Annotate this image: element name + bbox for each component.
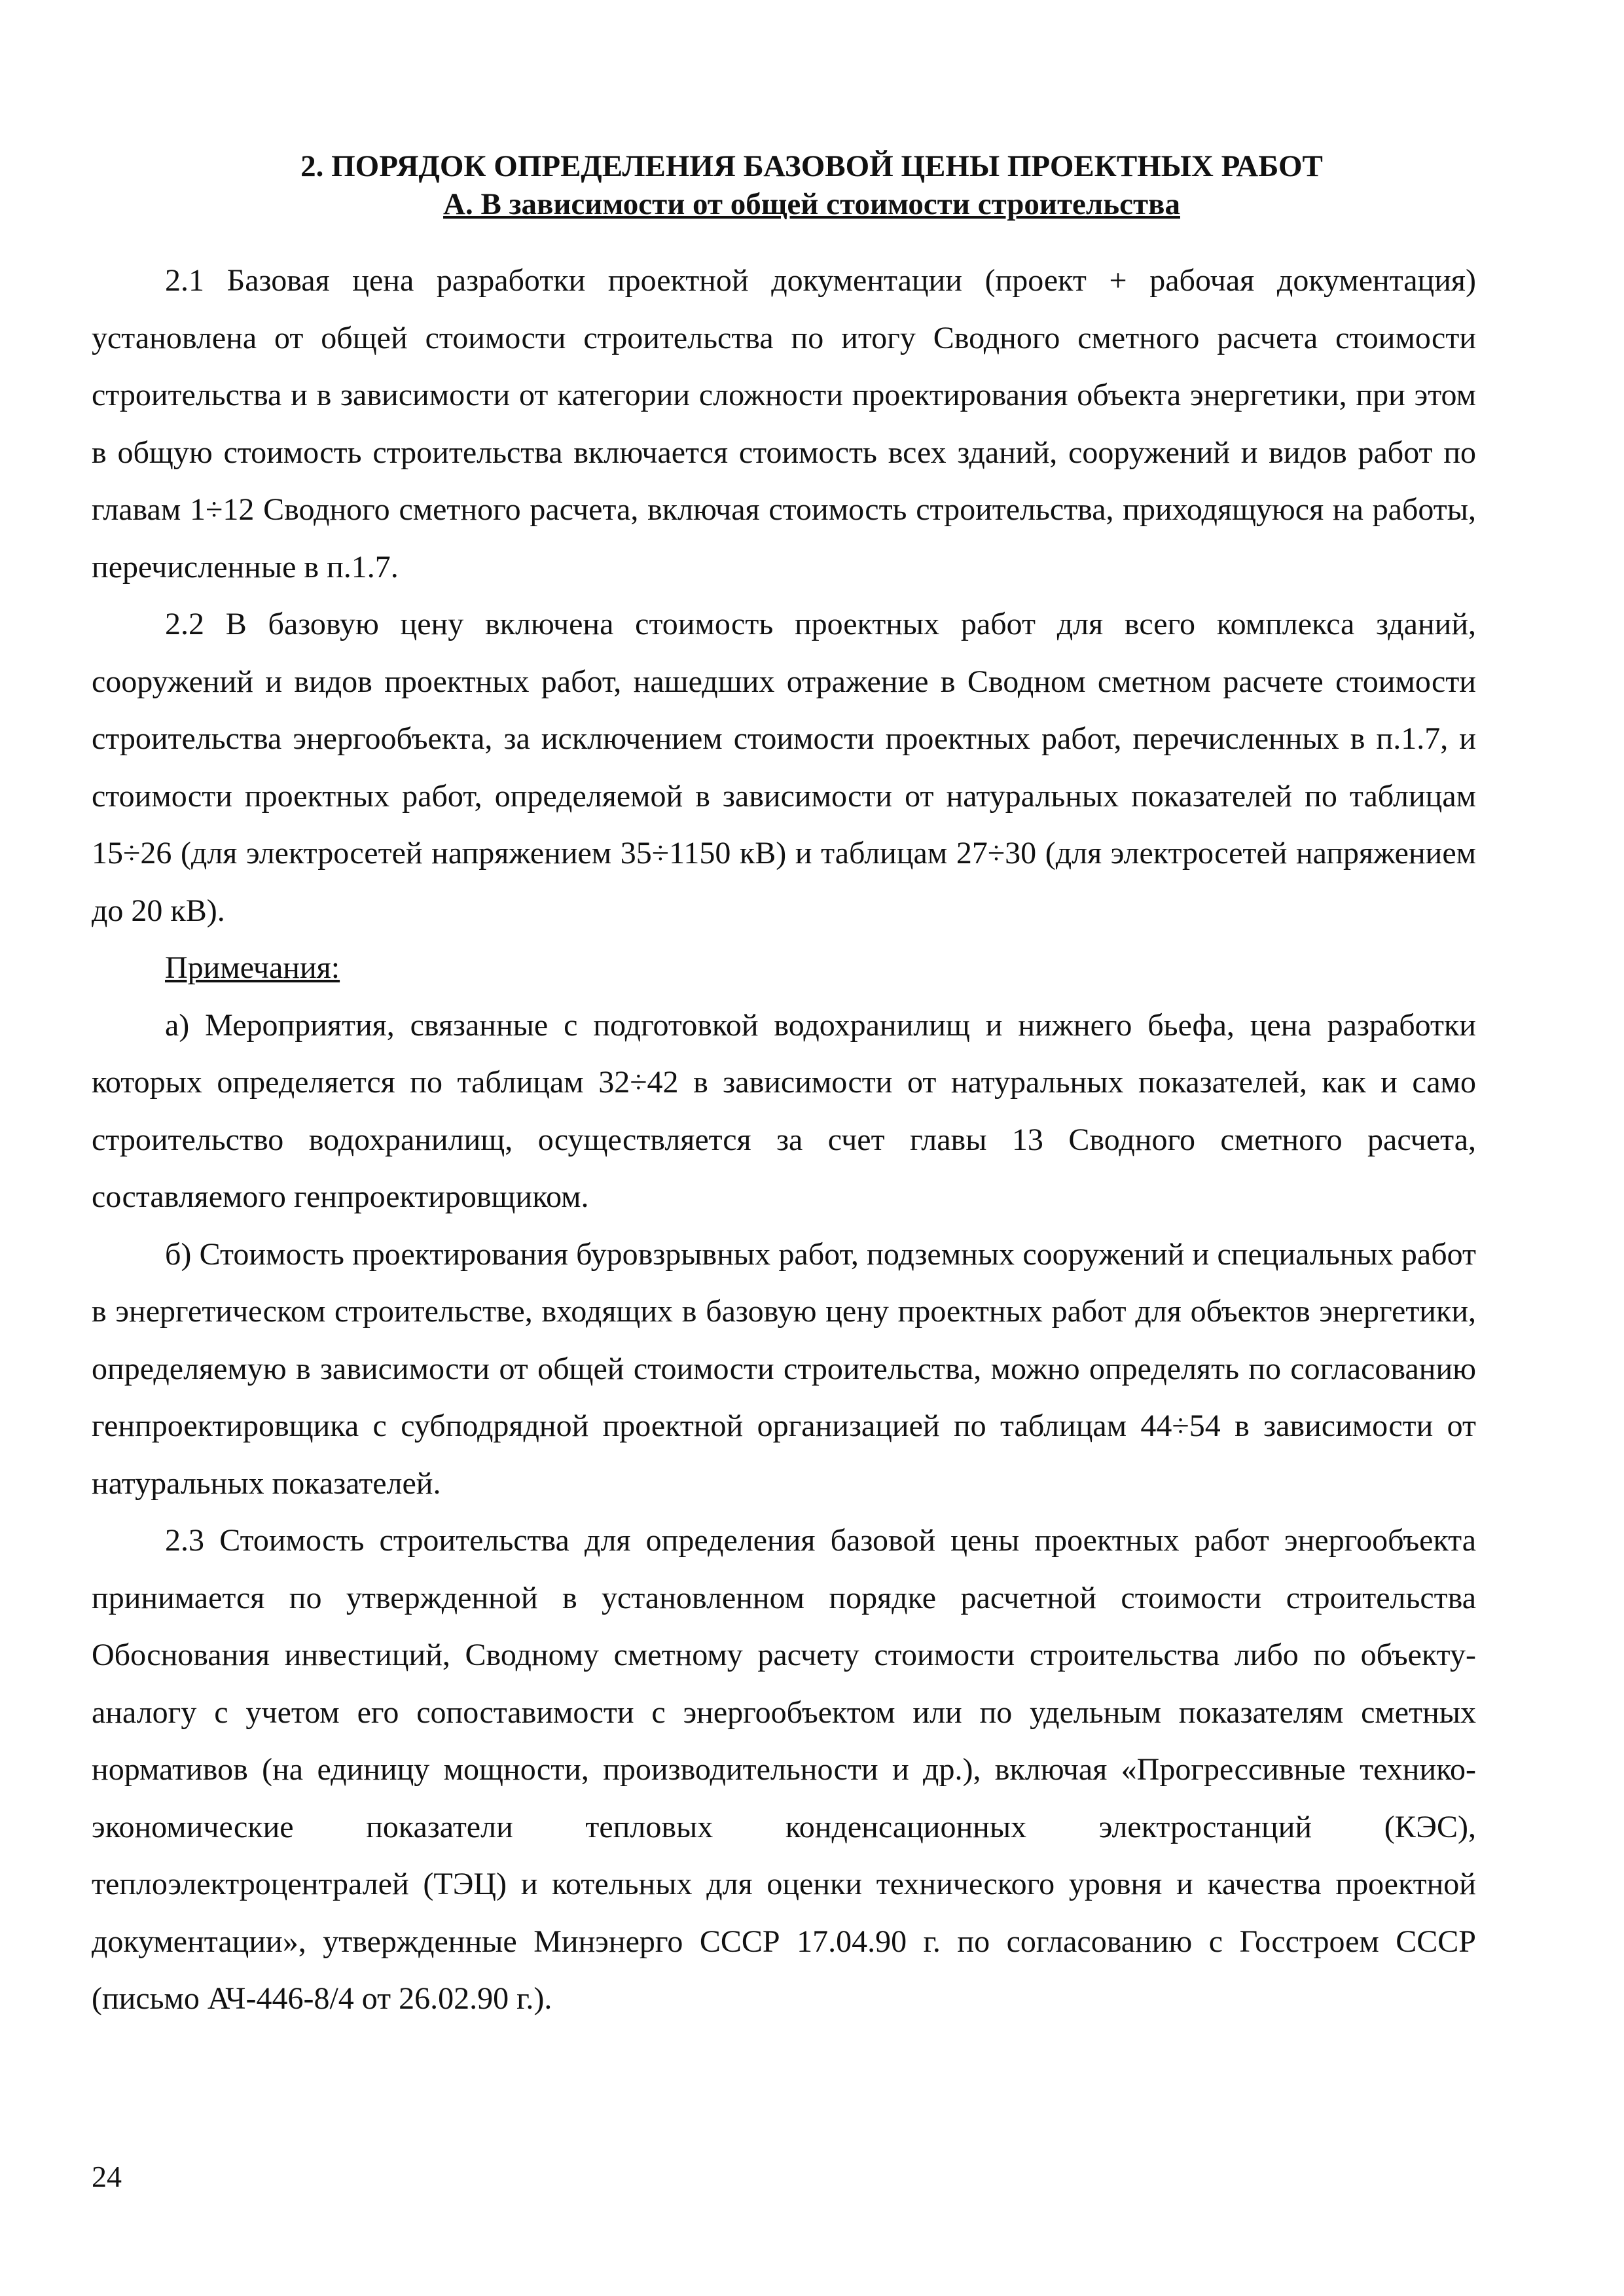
note-a: а) Мероприятия, связанные с подготовкой водохранилищ и нижнего бьефа, цена разработки которых определяется по таблицам 32÷42 в зависимости от натуральных показателей, как и само строительство водохранилищ, осуществляется за счет главы 13 Сводного сметного расчета, составляемого генпроектировщиком. xyxy=(92,1007,1476,1214)
document-body xyxy=(92,252,1476,2028)
paragraph-2-1: 2.1 Базовая цена разработки проектной документации (проект + рабочая документация) установлена от общей стоимости строительства по итогу Сводного сметного расчета стоимости строительства и в зависимости от категории сложности проектирования объекта энергетики, при этом в общую стоимость строительства включается стоимость всех зданий, сооружений и видов работ по главам 1÷12 Сводного сметного расчета, включая стоимость строительства, приходящуюся на работы, перечисленные в п.1.7. xyxy=(92,263,1476,584)
paragraph-2-2: 2.2 В базовую цену включена стоимость проектных работ для всего комплекса зданий, сооружений и видов проектных работ, нашедших отражение в Сводном сметном расчете стоимости строительства энергообъекта, за исключением стоимости проектных работ, перечисленных в п.1.7, и стоимости проектных работ, определяемой в зависимости от натуральных показателей по таблицам 15÷26 (для электросетей напряжением 35÷1150 кВ) и таблицам 27÷30 (для электросетей напряжением до 20 кВ). xyxy=(92,607,1476,928)
notes-label: Примечания: xyxy=(165,950,340,985)
paragraph-2-3: 2.3 Стоимость строительства для определения базовой цены проектных работ энергообъекта принимается по утвержденной в установленном порядке расчетной стоимости строительства Обоснования инвестиций, Сводному сметному расчету стоимости строительства либо по объекту-аналогу с учетом его сопоставимости с энергообъектом или по удельным показателям сметных нормативов (на единицу мощности, производительности и др.), включая «Прогрессивные технико-экономические показатели тепловых конденсационных электростанций (КЭС), теплоэлектроцентралей (ТЭЦ) и котельных для оценки технического уровня и качества проектной документации», утвержденные Минэнерго СССР 17.04.90 г. по согласованию с Госстроем СССР (письмо АЧ-446-8/4 от 26.02.90 г.). xyxy=(92,1523,1476,2016)
note-b: б) Стоимость проектирования буровзрывных работ, подземных сооружений и специальных работ в энергетическом строительстве, входящих в базовую цену проектных работ для объектов энергетики, определяемую в зависимости от общей стоимости строительства, можно определять по согласованию генпроектировщика с субподрядной проектной организацией по таблицам 44÷54 в зависимости от натуральных показателей. xyxy=(92,1236,1476,1501)
page-number: 24 xyxy=(92,2160,122,2193)
section-subtitle: А. В зависимости от общей стоимости строительства xyxy=(443,187,1180,221)
section-title: 2. ПОРЯДОК ОПРЕДЕЛЕНИЯ БАЗОВОЙ ЦЕНЫ ПРОЕКТНЫХ РАБОТ xyxy=(300,149,1323,183)
